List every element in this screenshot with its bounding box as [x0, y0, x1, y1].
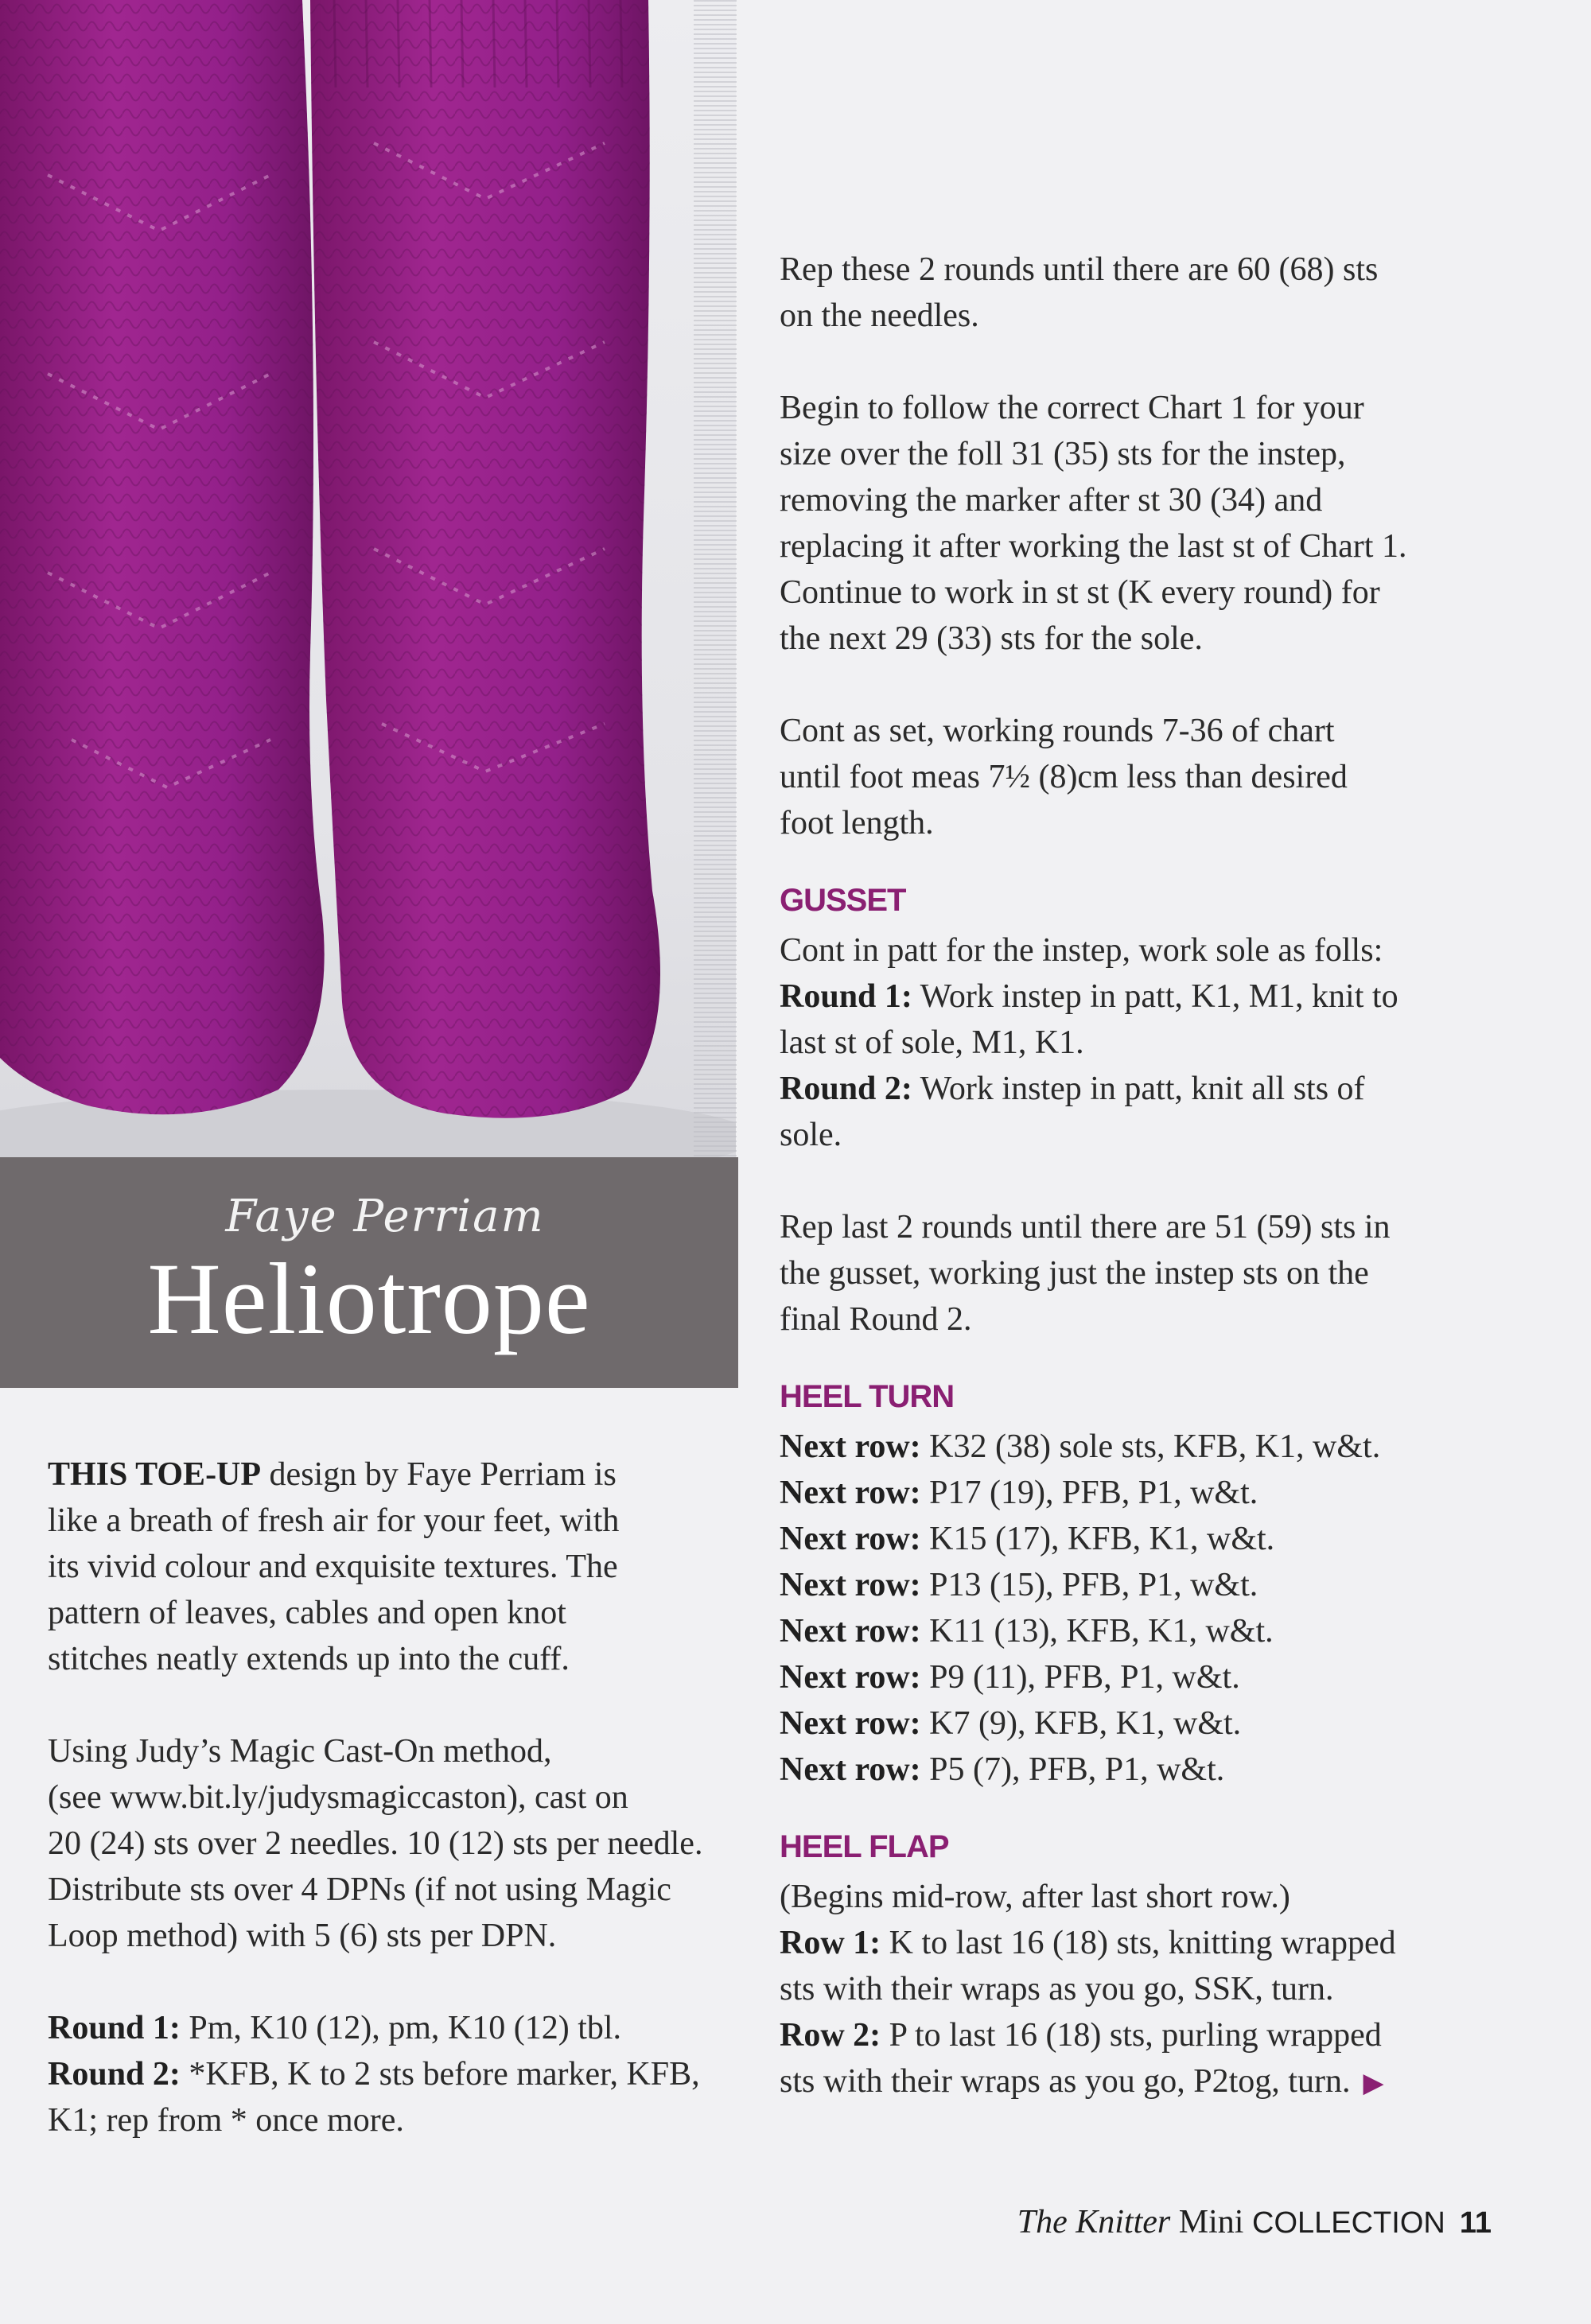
pattern-title: Heliotrope	[147, 1242, 591, 1355]
intro-paragraph: THIS TOE-UP design by Faye Perriam is like a breath of fresh air for your feet, with its vivid colour and exquisite textures. The pattern of leaves, cables and open knot stitches neatly extends up into the cuff.	[48, 1456, 620, 1677]
rounds-paragraph: Round 1: Pm, K10 (12), pm, K10 (12) tbl. Round 2: *KFB, K to 2 sts before marker, KFB, K1; rep from * once more.	[48, 2010, 700, 2139]
designer-name: Faye Perriam	[225, 1191, 545, 1242]
heel-turn-heading: HEEL TURN	[780, 1379, 955, 1414]
intro-bold: THIS TOE-UP	[48, 1456, 262, 1493]
gusset-paragraph: Cont in patt for the instep, work sole as folls: Round 1: Work instep in patt, K1, M1, knit to last st of sole, M1, K1. Round 2: Work instep in patt, knit all sts of sole.	[780, 932, 1398, 1153]
right-column	[780, 247, 1543, 2106]
chart-paragraph: Begin to follow the correct Chart 1 for your size over the foll 31 (35) sts for the instep, removing the marker after st 30 (34) and replacing it after working the last st of Chart 1. Continue to work in st st (K every round) for the next 29 (33) sts for the sole.	[780, 390, 1407, 657]
page-number: 11	[1459, 2206, 1492, 2240]
heel-turn-rows: Next row: K32 (38) sole sts, KFB, K1, w&t. Next row: P17 (19), PFB, P1, w&t. Next row: K15 (17), KFB, K1, w&t. Next row: P13 (15), PFB, P1, w&t. Next row: K11 (13), KFB, K1, w&t. Next row: P9 (11), PFB, P1, w&t. Next row: K7 (9), KFB, K1, w&t. Next row: P5 (7), PFB, P1, w&t.	[780, 1428, 1381, 1788]
rep-paragraph: Rep these 2 rounds until there are 60 (68) sts on the needles.	[780, 251, 1379, 334]
continue-arrow-icon: ▶	[1363, 2067, 1384, 2099]
cast-on-paragraph: Using Judy’s Magic Cast-On method, (see www.bit.ly/judysmagiccaston), cast on 20 (24) sts over 2 needles. 10 (12) sts per needle. Distribute sts over 4 DPNs (if not using Magic Loop method) with 5 (6) sts per DPN.	[48, 1733, 703, 1954]
left-column	[48, 1452, 748, 2143]
sock-photo	[0, 0, 736, 1161]
heel-flap-heading: HEEL FLAP	[780, 1829, 949, 1864]
gusset-heading: GUSSET	[780, 883, 906, 918]
title-banner	[0, 1157, 738, 1388]
heel-flap-paragraph: (Begins mid-row, after last short row.) Row 1: K to last 16 (18) sts, knitting wrapped sts with their wraps as you go, SSK, turn. Row 2: P to last 16 (18) sts, purling wrapped sts with their wraps as you go, P2tog, turn. ▶	[780, 1879, 1396, 2100]
page-footer: The Knitter Mini COLLECTION 11	[1017, 2204, 1492, 2240]
rep-last-paragraph: Rep last 2 rounds until there are 51 (59) sts in the gusset, working just the instep sts on the final Round 2.	[780, 1209, 1391, 1338]
cont-paragraph: Cont as set, working rounds 7-36 of chart until foot meas 7½ (8)cm less than desired foot length.	[780, 713, 1348, 841]
magazine-name: The Knitter	[1017, 2204, 1171, 2240]
